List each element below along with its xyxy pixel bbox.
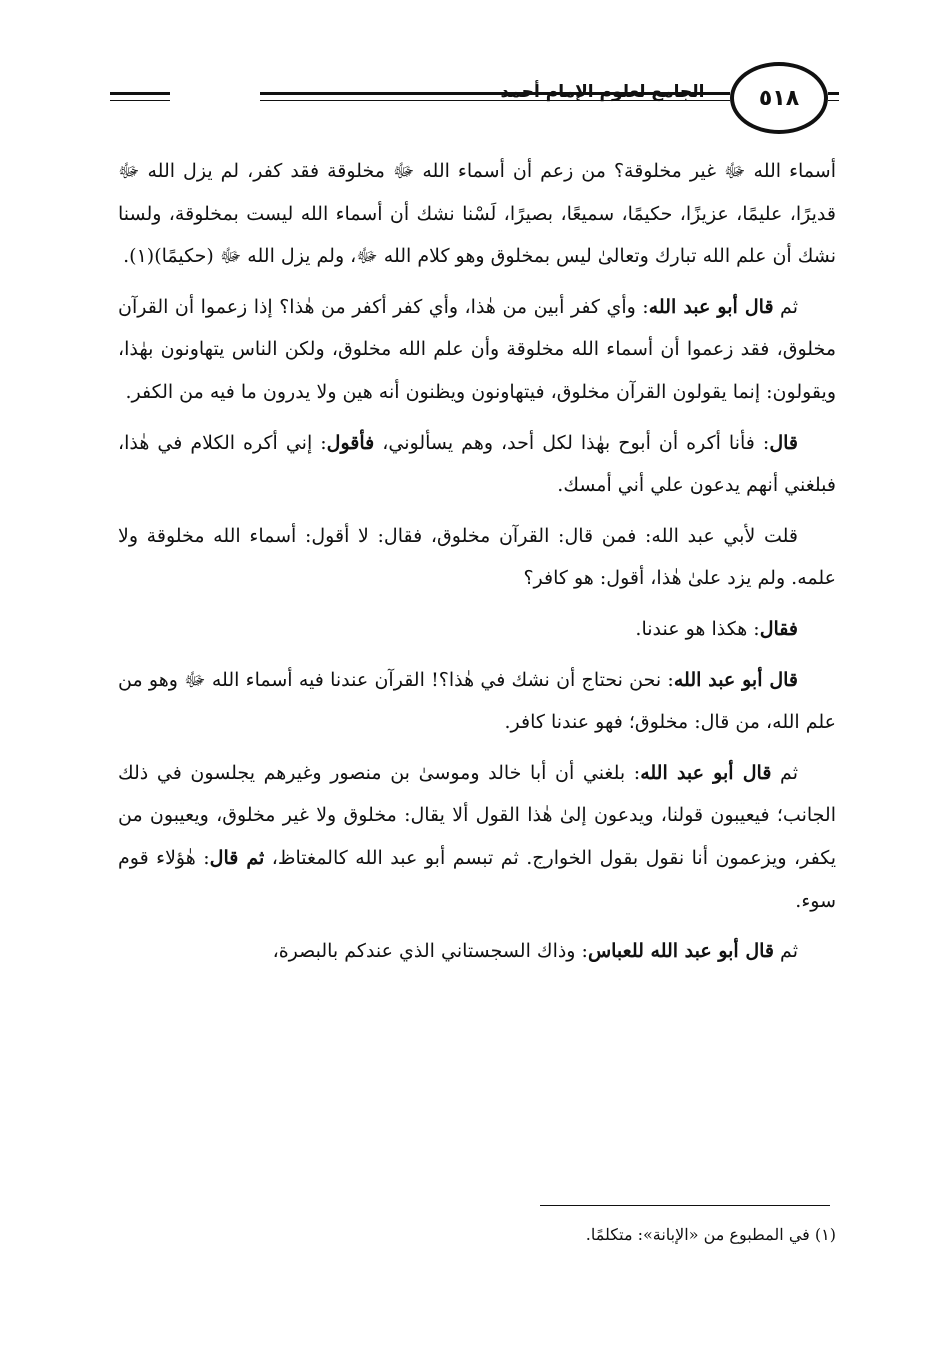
text-run: : فأنا أكره أن أبوح بهٰذا لكل أحد، وهم يسألوني، [374,431,770,454]
text-run: : وأي كفر أبين من هٰذا، وأي كفر أكفر من هٰذا؟ إذا زعموا أن القرآن مخلوق، فقد زعموا أن أسماء الله مخلوقة وأن علم الله مخلوق، ولكن الناس يتهاونون بهٰذا، ويقولون: إنما يقولون القرآن مخلوق، فيتهاونون ويظنون أنه هين ولا يدرون ما فيه من الكفر. [118,295,836,403]
header-rule-right-bottom [828,100,839,101]
text-run: : هكذا هو عندنا. [635,617,760,640]
paragraph: قلت لأبي عبد الله: فمن قال: القرآن مخلوق، فقال: لا أقول: أسماء الله مخلوقة ولا علمه. ولم يزد علىٰ هٰذا، أقول: هو كافر؟ [118,524,836,590]
bold-phrase: ثم قال [209,846,265,869]
header-rule-left-bottom [110,100,170,101]
paragraph: أسماء الله ﷻ غير مخلوقة؟ من زعم أن أسماء الله ﷻ مخلوقة فقد كفر، لم يزل الله ﷻ قديرًا، عليمًا، عزيزًا، حكيمًا، سميعًا، بصيرًا، لَسْنا نشك أن أسماء الله ليست بمخلوقة، ولسنا نشك أن علم الله تبارك وتعالىٰ ليس بمخلوق وهو كلام الله ﷻ، ولم يزل الله ﷻ (حكيمًا)(١). [118,160,836,268]
header-rule-right-top [828,92,839,95]
page-number-badge [730,62,828,134]
paragraph [118,659,836,744]
text-run: : هٰؤلاء قوم سوء. [118,846,836,912]
footnote: (١) في المطبوع من «الإبانة»: متكلمًا. [585,1225,836,1244]
text-run: ثم [774,940,798,963]
text-run: : بلغني أن أبا خالد وموسىٰ بن منصور وغيرهم يجلسون في ذلك الجانب؛ فيعيبون قولنا، ويدعون إلىٰ هٰذا القول ألا يقال: مخلوق ولا غير مخلوق، ويعيبون من يكفر، ويزعمون أنا نقول بقول الخوارج. ثم تبسم أبو عبد الله كالمغتاظ، [118,761,836,869]
main-text [118,150,836,981]
bold-phrase: فقال [759,617,798,640]
text-run: : إني أكره الكلام في هٰذا، فبلغني أنهم يدعون علي أني أمسك. [118,431,836,497]
header-rule-middle-bottom [260,100,730,101]
paragraph [118,930,836,973]
text-run: ثم [773,295,798,318]
paragraph [118,422,836,507]
bold-phrase: قال [769,431,798,454]
text-run: : وذاك السجستاني الذي عندكم بالبصرة، [272,940,588,963]
bold-phrase: قال أبو عبد الله [673,668,798,691]
paragraph [118,286,836,414]
page-header [110,60,839,140]
bold-phrase: فأقول [326,431,375,454]
footnote-separator [540,1205,830,1206]
header-rule-left-top [110,92,170,95]
text-run: : نحن نحتاج أن نشك في هٰذا؟! القرآن عندنا فيه أسماء الله ﷻ وهو من علم الله، من قال: مخلوق؛ فهو عندنا كافر. [118,668,836,734]
text-run: ثم [771,761,798,784]
header-rule-middle-top [260,92,730,95]
bold-phrase: قال أبو عبد الله [640,761,772,784]
bold-phrase: قال أبو عبد الله [648,295,774,318]
page-number: ٥١٨ [758,85,800,111]
paragraph [118,608,836,651]
bold-phrase: قال أبو عبد الله للعباس [587,940,775,963]
paragraph [118,752,836,922]
